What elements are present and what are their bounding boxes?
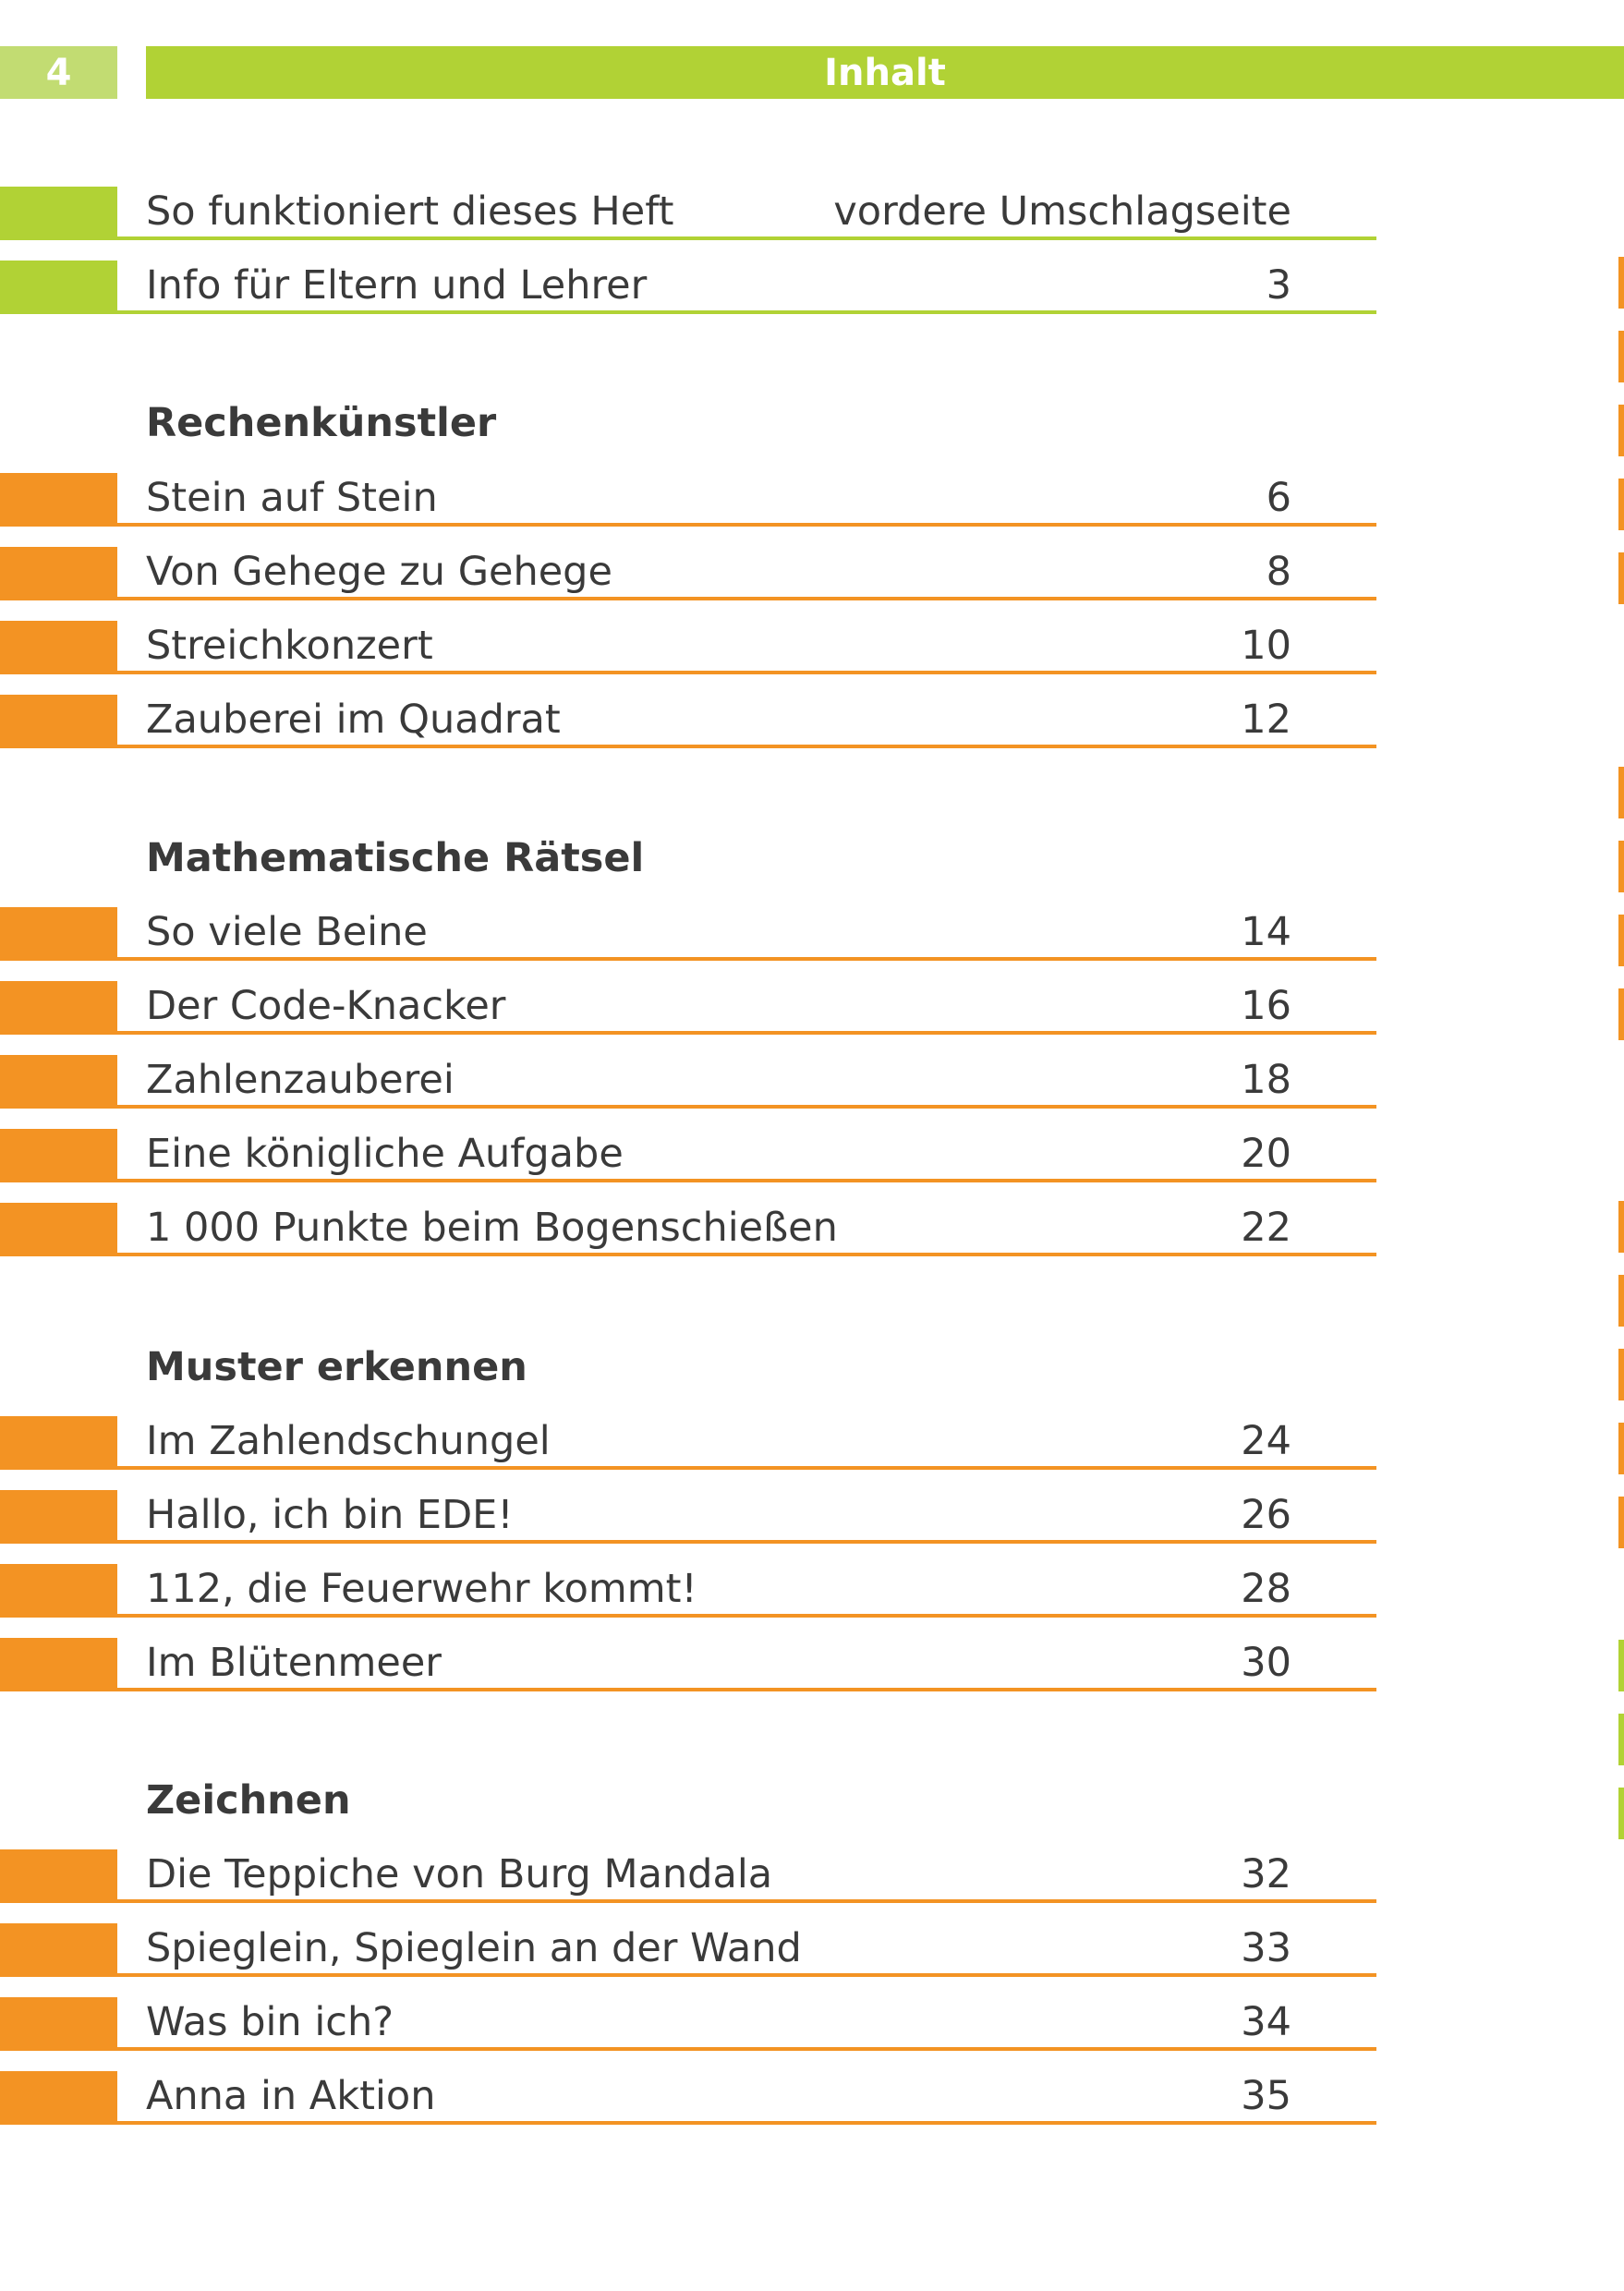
toc-entry[interactable] (0, 1416, 1376, 1470)
edge-tab-marker (1618, 405, 1624, 456)
entry-underline (117, 1899, 1376, 1903)
edge-tab-marker (1618, 257, 1624, 309)
edge-tab-marker (1618, 1349, 1624, 1400)
entry-title: Info für Eltern und Lehrer (146, 262, 648, 309)
entry-page-number: 16 (1241, 983, 1291, 1029)
edge-tab-marker (1618, 915, 1624, 966)
entry-marker (0, 907, 117, 961)
entry-marker (0, 695, 117, 748)
entry-underline (117, 1105, 1376, 1109)
edge-tab-marker (1618, 331, 1624, 382)
entry-marker (0, 1129, 117, 1182)
entry-underline (117, 1179, 1376, 1182)
entry-page-number: 8 (1266, 549, 1291, 595)
entry-underline (117, 957, 1376, 961)
toc-entry[interactable] (0, 1638, 1376, 1691)
edge-tab-marker (1618, 1423, 1624, 1474)
edge-tab-marker (1618, 1788, 1624, 1839)
toc-entry[interactable] (0, 695, 1376, 748)
entry-underline (117, 1973, 1376, 1977)
entry-underline (117, 745, 1376, 748)
entry-title: Was bin ich? (146, 1999, 394, 2045)
entry-marker (0, 473, 117, 527)
entry-marker (0, 2071, 117, 2125)
entry-title: Die Teppiche von Burg Mandala (146, 1851, 773, 1897)
entry-page-number: 14 (1241, 909, 1291, 955)
section-heading: Mathematische Rätsel (146, 835, 645, 881)
entry-page-number: 30 (1241, 1640, 1291, 1686)
entry-underline (117, 310, 1376, 314)
entry-title: Im Zahlendschungel (146, 1418, 551, 1464)
entry-page-number: 24 (1241, 1418, 1291, 1464)
section-heading: Muster erkennen (146, 1344, 527, 1390)
toc-entry[interactable] (0, 2071, 1376, 2125)
toc-entry[interactable] (0, 1849, 1376, 1903)
edge-tab-marker (1618, 1714, 1624, 1765)
entry-page-number: 12 (1241, 697, 1291, 743)
toc-entry[interactable] (0, 1923, 1376, 1977)
edge-tab-marker (1618, 988, 1624, 1040)
toc-entry[interactable] (0, 1055, 1376, 1109)
entry-underline (117, 671, 1376, 674)
entry-title: Zahlenzauberei (146, 1057, 454, 1103)
entry-page-number: vordere Umschlagseite (833, 188, 1291, 235)
entry-page-number: 26 (1241, 1492, 1291, 1538)
section-heading: Zeichnen (146, 1777, 351, 1824)
entry-marker (0, 621, 117, 674)
section-heading: Rechenkünstler (146, 400, 497, 446)
entry-title: So viele Beine (146, 909, 428, 955)
entry-title: Spieglein, Spieglein an der Wand (146, 1925, 802, 1971)
entry-page-number: 20 (1241, 1131, 1291, 1177)
toc-entry[interactable] (0, 981, 1376, 1035)
entry-page-number: 28 (1241, 1566, 1291, 1612)
entry-title: So funktioniert dieses Heft (146, 188, 674, 235)
entry-marker (0, 1490, 117, 1544)
entry-title: Hallo, ich bin EDE! (146, 1492, 514, 1538)
entry-title: Der Code-Knacker (146, 983, 506, 1029)
entry-page-number: 10 (1241, 623, 1291, 669)
entry-page-number: 33 (1241, 1925, 1291, 1971)
entry-title: Von Gehege zu Gehege (146, 549, 612, 595)
edge-tab-marker (1618, 1275, 1624, 1327)
entry-page-number: 22 (1241, 1205, 1291, 1251)
entry-underline (117, 2047, 1376, 2051)
entry-title: Streichkonzert (146, 623, 433, 669)
page-number: 4 (0, 46, 117, 99)
entry-underline (117, 1031, 1376, 1035)
toc-entry[interactable] (0, 473, 1376, 527)
entry-title: 1 000 Punkte beim Bogenschießen (146, 1205, 838, 1251)
toc-entry[interactable] (0, 187, 1376, 240)
entry-underline (117, 1540, 1376, 1544)
entry-underline (117, 1466, 1376, 1470)
toc-entry[interactable] (0, 1203, 1376, 1256)
entry-marker (0, 1203, 117, 1256)
entry-marker (0, 1638, 117, 1691)
toc-entry[interactable] (0, 907, 1376, 961)
entry-marker (0, 1923, 117, 1977)
edge-tab-marker (1618, 767, 1624, 818)
toc-entry[interactable] (0, 547, 1376, 600)
entry-marker (0, 187, 117, 240)
entry-marker (0, 981, 117, 1035)
entry-page-number: 18 (1241, 1057, 1291, 1103)
entry-marker (0, 1564, 117, 1618)
entry-marker (0, 1055, 117, 1109)
entry-marker (0, 547, 117, 600)
entry-title: Im Blütenmeer (146, 1640, 442, 1686)
entry-page-number: 34 (1241, 1999, 1291, 2045)
entry-underline (117, 2121, 1376, 2125)
entry-marker (0, 1997, 117, 2051)
entry-title: Zauberei im Quadrat (146, 697, 561, 743)
edge-tab-marker (1618, 1497, 1624, 1548)
toc-entry[interactable] (0, 1490, 1376, 1544)
entry-marker (0, 1416, 117, 1470)
entry-underline (117, 523, 1376, 527)
toc-entry[interactable] (0, 621, 1376, 674)
page-title: Inhalt (146, 46, 1624, 99)
entry-page-number: 32 (1241, 1851, 1291, 1897)
toc-entry[interactable] (0, 261, 1376, 314)
toc-entry[interactable] (0, 1129, 1376, 1182)
edge-tab-marker (1618, 841, 1624, 892)
edge-tab-marker (1618, 552, 1624, 604)
entry-title: Eine königliche Aufgabe (146, 1131, 624, 1177)
entry-title: Stein auf Stein (146, 475, 438, 521)
entry-underline (117, 1614, 1376, 1618)
entry-page-number: 6 (1266, 475, 1291, 521)
toc-entry[interactable] (0, 1564, 1376, 1618)
entry-underline (117, 1253, 1376, 1256)
entry-underline (117, 597, 1376, 600)
edge-tab-marker (1618, 1201, 1624, 1253)
entry-underline (117, 1688, 1376, 1691)
edge-tab-marker (1618, 479, 1624, 530)
edge-tab-marker (1618, 1640, 1624, 1691)
entry-title: 112, die Feuerwehr kommt! (146, 1566, 697, 1612)
entry-underline (117, 236, 1376, 240)
entry-title: Anna in Aktion (146, 2073, 436, 2119)
entry-page-number: 35 (1241, 2073, 1291, 2119)
toc-entry[interactable] (0, 1997, 1376, 2051)
entry-page-number: 3 (1266, 262, 1291, 309)
entry-marker (0, 261, 117, 314)
entry-marker (0, 1849, 117, 1903)
